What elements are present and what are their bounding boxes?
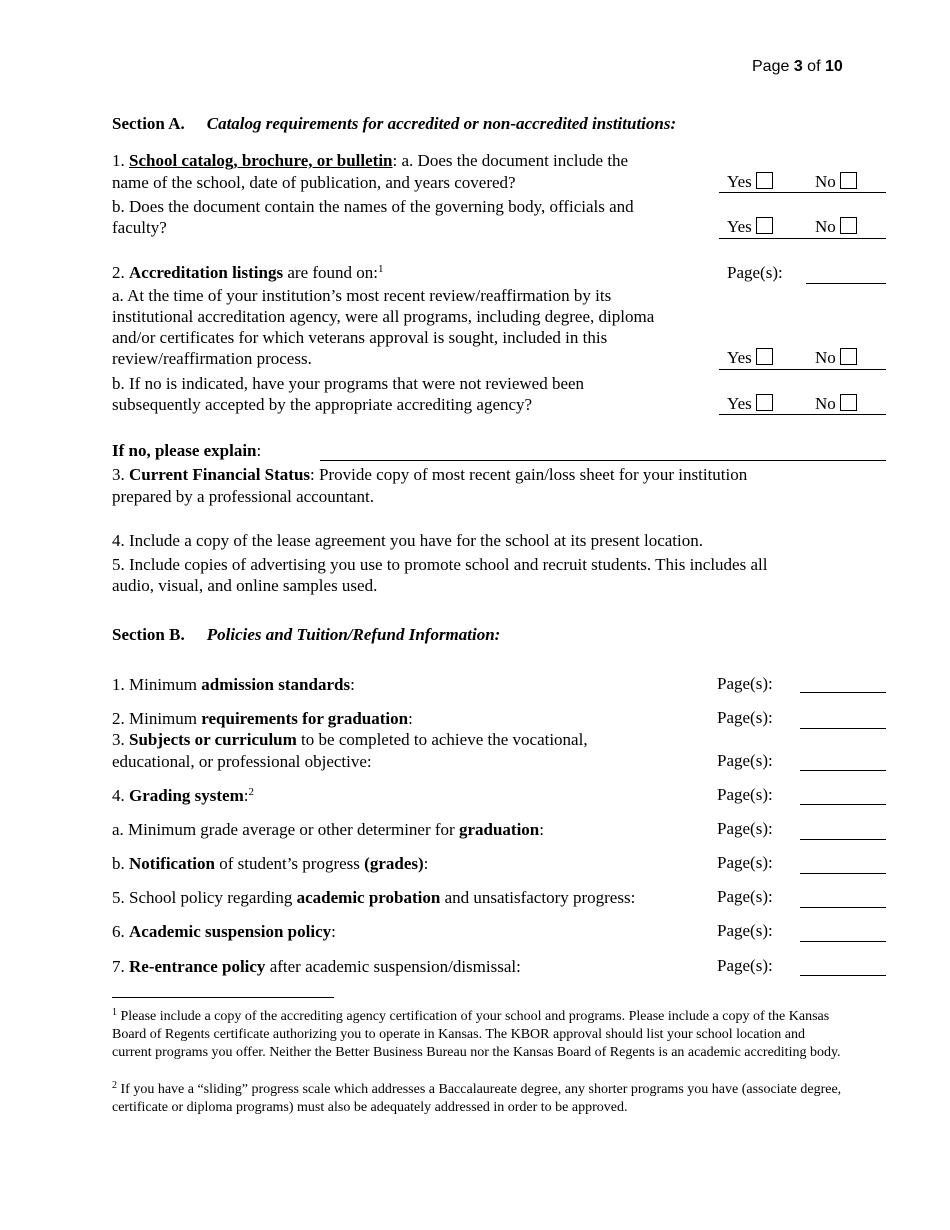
b3-line2: educational, or professional objective: (112, 752, 372, 771)
b4-pages-field[interactable] (800, 804, 886, 805)
q2a-no[interactable]: No (815, 348, 857, 368)
q2a-line1: a. At the time of your institution’s most recent review/reaffirmation by its (112, 286, 612, 305)
b3-pages-label: Page(s): (717, 751, 773, 770)
q2a-line4: review/reaffirmation process. (112, 349, 312, 368)
b7-pages-label: Page(s): (717, 956, 773, 975)
q3-line1: 3. Current Financial Status: Provide copy of most recent gain/loss sheet for your institution (112, 465, 748, 484)
b6-text: 6. Academic suspension policy: (112, 922, 336, 941)
b4-pages-label: Page(s): (717, 785, 773, 804)
b7-pages-field[interactable] (800, 975, 886, 976)
q1b-yes-checkbox[interactable] (756, 217, 773, 234)
q3-line2: prepared by a professional accountant. (112, 487, 374, 506)
q1b-line1: b. Does the document contain the names of the governing body, officials and (112, 197, 634, 216)
b2-pages-label: Page(s): (717, 708, 773, 727)
footnote-separator (112, 997, 334, 998)
explain-label: If no, please explain: (112, 441, 262, 460)
q1a-no-checkbox[interactable] (840, 172, 857, 189)
q1b-no-checkbox[interactable] (840, 217, 857, 234)
q1-line1: 1. School catalog, brochure, or bulletin: a. Does the document include the (112, 151, 629, 170)
b3-line1: 3. Subjects or curriculum to be completed to achieve the vocational, (112, 730, 588, 749)
q1a-yes-checkbox[interactable] (756, 172, 773, 189)
b6-pages-label: Page(s): (717, 921, 773, 940)
q1b-no[interactable]: No (815, 217, 857, 237)
b1-text: 1. Minimum admission standards: (112, 675, 355, 694)
q1b-rule (719, 238, 886, 239)
explain-field[interactable] (320, 460, 886, 461)
b4a-text: a. Minimum grade average or other determiner for graduation: (112, 820, 544, 839)
q1a-yes[interactable]: Yes (727, 172, 773, 192)
b4a-pages-label: Page(s): (717, 819, 773, 838)
q2b-line2: subsequently accepted by the appropriate accrediting agency? (112, 395, 533, 414)
q2b-yes-checkbox[interactable] (756, 394, 773, 411)
q1b-yes[interactable]: Yes (727, 217, 773, 237)
b5-pages-field[interactable] (800, 907, 886, 908)
q2-pages-label: Page(s): (727, 263, 783, 282)
q2b-no[interactable]: No (815, 394, 857, 414)
q1a-no[interactable]: No (815, 172, 857, 192)
q2a-no-checkbox[interactable] (840, 348, 857, 365)
q1b-line2: faculty? (112, 218, 167, 237)
q2a-yes[interactable]: Yes (727, 348, 773, 368)
q2a-line3: and/or certificates for which veterans approval is sought, included in this (112, 328, 608, 347)
q5-line2: audio, visual, and online samples used. (112, 576, 378, 595)
q2-heading: 2. Accreditation listings are found on:$^1$ (112, 263, 384, 282)
b4-text: 4. Grading system:$^2$ (112, 786, 254, 805)
q2a-line2: institutional accreditation agency, were all programs, including degree, diploma (112, 307, 655, 326)
b7-text: 7. Re-entrance policy after academic suspension/dismissal: (112, 957, 521, 976)
q4-text: 4. Include a copy of the lease agreement you have for the school at its present location. (112, 531, 704, 550)
b2-pages-field[interactable] (800, 728, 886, 729)
b1-pages-field[interactable] (800, 692, 886, 693)
footnote-2: $^2$ If you have a “sliding” progress scale which addresses a Baccalaureate degree, any shorter programs you have (associate degree, certificate or diploma programs) must also be adequately addressed in order to be approved. (112, 1080, 842, 1115)
page-number: Page 3 of 10 (752, 58, 843, 75)
b4b-text: b. Notification of student’s progress (grades): (112, 854, 429, 873)
section-b-heading: Section B. Policies and Tuition/Refund Information: (112, 625, 501, 644)
q2b-line1: b. If no is indicated, have your programs that were not reviewed been (112, 374, 585, 393)
section-a-heading: Section A. Catalog requirements for accredited or non-accredited institutions: (112, 114, 677, 133)
b3-pages-field[interactable] (800, 770, 886, 771)
b1-pages-label: Page(s): (717, 674, 773, 693)
q2a-rule (719, 369, 886, 370)
q2b-no-checkbox[interactable] (840, 394, 857, 411)
b4b-pages-field[interactable] (800, 873, 886, 874)
b5-text: 5. School policy regarding academic probation and unsatisfactory progress: (112, 888, 636, 907)
b2-text: 2. Minimum requirements for graduation: (112, 709, 413, 728)
q2b-rule (719, 414, 886, 415)
b5-pages-label: Page(s): (717, 887, 773, 906)
q1-line2: name of the school, date of publication, and years covered? (112, 173, 516, 192)
q2b-yes[interactable]: Yes (727, 394, 773, 414)
b4b-pages-label: Page(s): (717, 853, 773, 872)
b4a-pages-field[interactable] (800, 839, 886, 840)
q5-line1: 5. Include copies of advertising you use to promote school and recruit students. This includes all (112, 555, 768, 574)
footnote-1: $^1$ Please include a copy of the accrediting agency certification of your school and programs. Please include a copy of the Kansas Board of Regents certificate authorizing you to operate in Kansas. The KBOR approval should list your school location and current programs you offer. Neither the Better Business Bureau nor the Kansas Board of Regents is an academic accrediting body. (112, 1007, 841, 1060)
q1a-rule (719, 192, 886, 193)
b6-pages-field[interactable] (800, 941, 886, 942)
q2a-yes-checkbox[interactable] (756, 348, 773, 365)
q2-pages-field[interactable] (806, 283, 886, 284)
